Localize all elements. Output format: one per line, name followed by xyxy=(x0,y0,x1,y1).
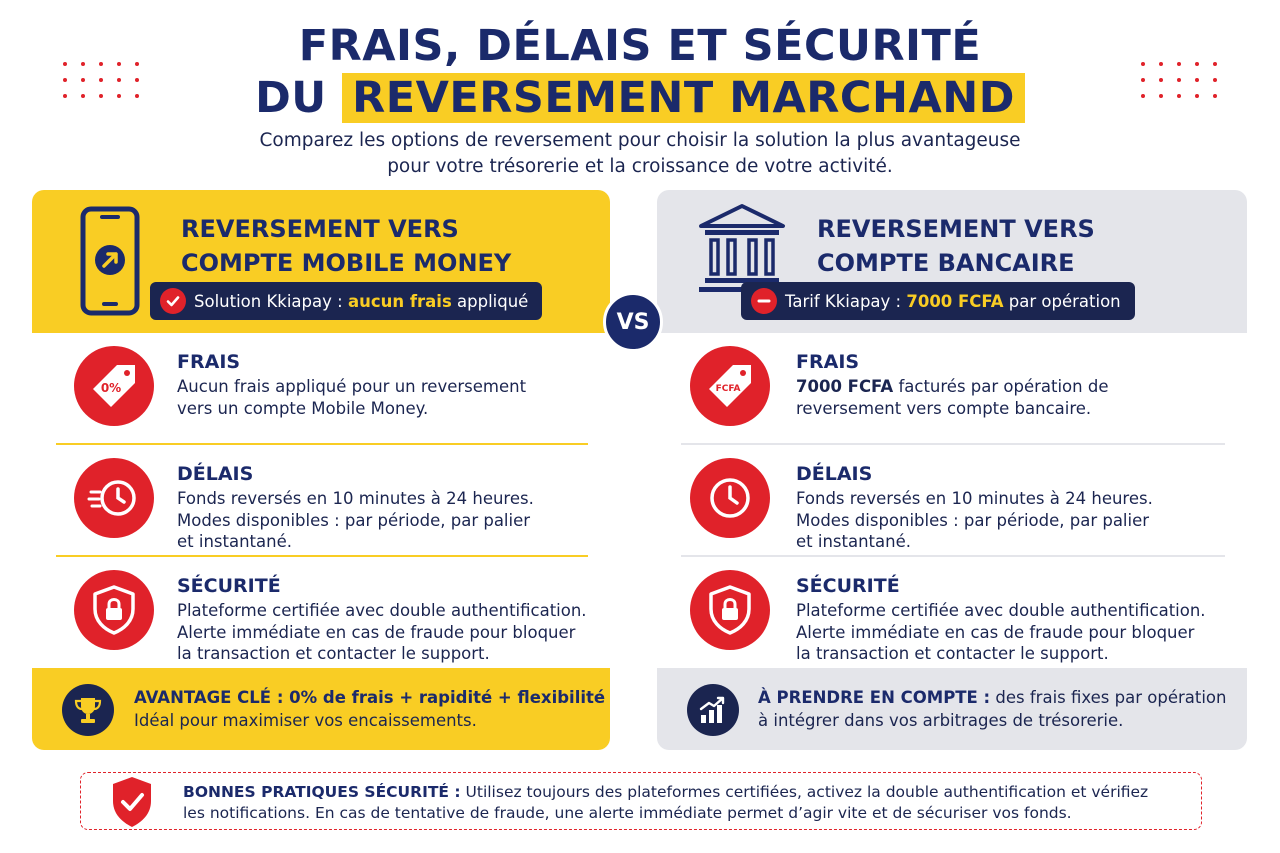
bank-fees-line-1 xyxy=(796,376,1233,398)
mobile-pill-suffix: appliqué xyxy=(451,291,529,311)
bank-fees-line-1-rest: facturés par opération de xyxy=(893,377,1109,396)
percent-tag-label: 0% xyxy=(100,381,122,395)
bank-row-delays xyxy=(657,445,1247,557)
shield-lock-icon xyxy=(690,570,770,650)
bank-pill-suffix: par opération xyxy=(1003,291,1121,311)
mobile-fees-line-2: vers un compte Mobile Money. xyxy=(177,398,429,418)
mobile-security-line-3: la transaction et contacter le support. xyxy=(177,644,490,663)
bank-title-line-2: COMPTE BANCAIRE xyxy=(817,249,1075,277)
mobile-row-security xyxy=(32,557,610,669)
page-title xyxy=(0,20,1280,124)
mobile-security-title: SÉCURITÉ xyxy=(177,575,281,597)
subtitle-line-1: Comparez les options de reversement pour choisir la solution la plus avantageuse xyxy=(259,130,1021,151)
bank-fees-line-2: reversement vers compte bancaire. xyxy=(796,398,1092,418)
security-tips-text xyxy=(183,782,1148,824)
tips-line-1 xyxy=(183,782,1148,803)
bank-footer-text xyxy=(758,686,1226,732)
bank-row-fees xyxy=(657,333,1247,445)
mobile-fees-title: FRAIS xyxy=(177,351,241,373)
title-highlight: REVERSEMENT MARCHAND xyxy=(342,73,1025,123)
check-circle-icon xyxy=(160,288,186,314)
mobile-pill-emphasis: aucun frais xyxy=(347,291,452,311)
mobile-money-title xyxy=(181,212,511,280)
bank-consideration xyxy=(657,676,1247,750)
bank-fees-text xyxy=(796,351,1233,419)
mobile-money-panel xyxy=(32,190,610,750)
bank-title-line-1: REVERSEMENT VERS xyxy=(817,215,1095,243)
vs-badge: VS xyxy=(603,292,663,352)
percent-tag-icon xyxy=(74,346,154,426)
tips-line-2: les notifications. En cas de tentative de fraude, une alerte immédiate permet d’agir vite et de sécuriser vos fonds. xyxy=(183,804,1072,822)
mobile-details xyxy=(32,333,610,668)
bank-details xyxy=(657,333,1247,668)
mobile-security-line-2: Alerte immédiate en cas de fraude pour bloquer xyxy=(177,622,576,642)
mobile-footer-bold: AVANTAGE CLÉ : 0% de frais + rapidité + flexibilité xyxy=(134,688,606,707)
bank-account-panel xyxy=(657,190,1247,750)
bank-delays-text xyxy=(796,463,1233,553)
trophy-icon xyxy=(62,684,114,736)
mobile-footer-text xyxy=(134,686,605,732)
bank-title xyxy=(817,212,1095,280)
bank-delays-line-1: Fonds reversés en 10 minutes à 24 heures. xyxy=(796,489,1153,508)
mobile-key-advantage xyxy=(32,676,610,750)
mobile-title-line-2: COMPTE MOBILE MONEY xyxy=(181,249,512,277)
bank-footer-line-2: à intégrer dans vos arbitrages de trésorerie. xyxy=(758,711,1124,730)
mobile-delays-line-3: et instantané. xyxy=(177,532,292,551)
growth-chart-icon xyxy=(687,684,739,736)
mobile-security-line-1: Plateforme certifiée avec double authentification. xyxy=(177,601,587,620)
mobile-title-line-1: REVERSEMENT VERS xyxy=(181,215,459,243)
fcfa-tag-icon xyxy=(690,346,770,426)
fast-clock-icon xyxy=(74,458,154,538)
shield-lock-icon xyxy=(74,570,154,650)
tips-bold: BONNES PRATIQUES SÉCURITÉ : xyxy=(183,783,461,801)
bank-pill-emphasis: 7000 FCFA xyxy=(906,291,1004,311)
tips-line-1-rest: Utilisez toujours des plateformes certifiées, activez la double authentification et vérifiez xyxy=(460,783,1149,801)
mobile-fees-text xyxy=(177,351,596,419)
mobile-pill-text xyxy=(194,292,528,311)
mobile-fee-pill xyxy=(150,282,542,320)
security-tips-banner xyxy=(80,772,1202,830)
mobile-delays-text xyxy=(177,463,596,553)
bank-footer-rest: des frais fixes par opération xyxy=(990,688,1227,707)
bank-delays-line-2: Modes disponibles : par période, par palier xyxy=(796,510,1150,530)
subtitle-line-2: pour votre trésorerie et la croissance de votre activité. xyxy=(387,156,893,177)
bank-security-line-3: la transaction et contacter le support. xyxy=(796,644,1109,663)
bank-security-line-2: Alerte immédiate en cas de fraude pour bloquer xyxy=(796,622,1195,642)
mobile-delays-title: DÉLAIS xyxy=(177,463,254,485)
bank-delays-line-3: et instantané. xyxy=(796,532,911,551)
mobile-footer-line-2: Idéal pour maximiser vos encaissements. xyxy=(134,711,477,730)
bank-pill-prefix: Tarif Kkiapay : xyxy=(785,291,907,311)
fcfa-tag-label: FCFA xyxy=(715,384,741,394)
title-line-2-prefix: DU xyxy=(255,73,343,123)
bank-footer-bold: À PRENDRE EN COMPTE : xyxy=(758,688,991,707)
shield-check-icon xyxy=(109,775,155,829)
bank-security-text xyxy=(796,575,1233,665)
bank-fees-title: FRAIS xyxy=(796,351,860,373)
page-subtitle xyxy=(0,128,1280,180)
bank-security-line-1: Plateforme certifiée avec double authentification. xyxy=(796,601,1206,620)
bank-footer-line-1 xyxy=(758,686,1226,709)
bank-row-security xyxy=(657,557,1247,669)
mobile-fees-line-1: Aucun frais appliqué pour un reversement xyxy=(177,377,527,396)
mobile-delays-line-2: Modes disponibles : par période, par palier xyxy=(177,510,531,530)
title-line-2 xyxy=(0,72,1280,124)
mobile-security-text xyxy=(177,575,596,665)
bank-fees-amount: 7000 FCFA xyxy=(796,377,894,396)
bank-delays-title: DÉLAIS xyxy=(796,463,873,485)
mobile-delays-line-1: Fonds reversés en 10 minutes à 24 heures. xyxy=(177,489,534,508)
mobile-row-fees xyxy=(32,333,610,445)
title-line-1: FRAIS, DÉLAIS ET SÉCURITÉ xyxy=(298,21,982,71)
clock-icon xyxy=(690,458,770,538)
minus-circle-icon xyxy=(751,288,777,314)
bank-fee-pill xyxy=(741,282,1135,320)
mobile-row-delays xyxy=(32,445,610,557)
bank-security-title: SÉCURITÉ xyxy=(796,575,900,597)
mobile-pill-prefix: Solution Kkiapay : xyxy=(194,291,348,311)
smartphone-icon xyxy=(80,206,140,316)
bank-pill-text xyxy=(785,292,1121,311)
